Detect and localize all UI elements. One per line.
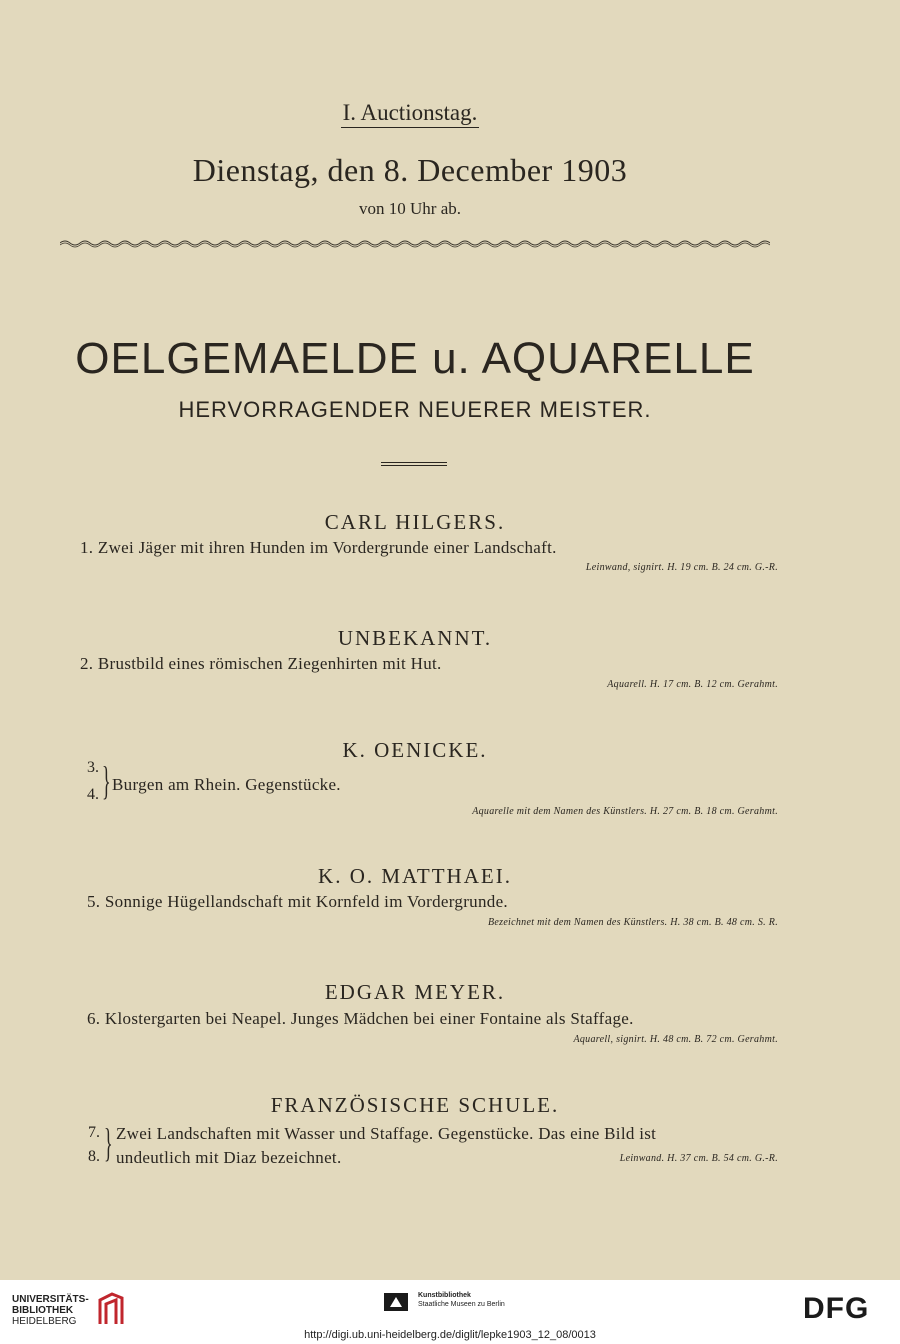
smb-logo-icon [384,1293,408,1311]
lot-description: Burgen am Rhein. Gegenstücke. [112,775,341,794]
lot-details: Aquarell, signirt. H. 48 cm. B. 72 cm. Gerahmt. [573,1034,778,1045]
short-rule [381,465,447,466]
artist-heading: EDGAR MEYER. [324,980,506,1004]
lot-number: 7. [88,1124,100,1141]
lot-details: Aquarell. H. 17 cm. B. 12 cm. Gerahmt. [607,679,778,690]
lot-entry [87,1009,634,1029]
lot-number: 8. [88,1148,100,1165]
lot-entry [80,538,557,558]
lot-number: 2. [80,654,94,673]
artist-heading: UNBEKANNT. [337,626,493,650]
lot-description: Zwei Landschaften mit Wasser und Staffage. Gegenstücke. Das eine Bild ist [116,1124,657,1143]
brace-glyph: } [104,1120,113,1165]
lot-entry [80,654,442,674]
catalog-title: OELGEMAELDE u. AQUARELLE [75,334,755,383]
artist-heading: K. O. MATTHAEI. [318,864,512,888]
short-rule [381,462,447,463]
lot-details: Bezeichnet mit dem Namen des Künstlers. H. 38 cm. B. 48 cm. S. R. [487,917,778,928]
lot-details: Leinwand. H. 37 cm. B. 54 cm. G.-R. [619,1153,778,1164]
artist-heading: CARL HILGERS. [324,510,506,534]
lot-description: Brustbild eines römischen Ziegenhirten mit Hut. [97,654,442,673]
lot-number: 1. [80,538,94,557]
lot-number: 5. [87,892,101,911]
catalog-subtitle: HERVORRAGENDER NEUERER MEISTER. [178,397,652,422]
source-url[interactable]: http://digi.ub.uni-heidelberg.de/diglit/lepke1903_12_08/0013 [304,1329,596,1341]
lot-details: Leinwand, signirt. H. 19 cm. B. 24 cm. G.-R. [585,562,778,573]
lot-description: undeutlich mit Diaz bezeichnet. [116,1148,342,1167]
lot-number: 4. [87,786,99,803]
dfg-logo: DFG [803,1292,870,1325]
artist-heading: K. OENICKE. [342,738,488,762]
lot-entry [87,892,508,912]
auction-date: Dienstag, den 8. December 1903 [192,152,628,188]
lot-description: Zwei Jäger mit ihren Hunden im Vordergrunde einer Landschaft. [97,538,557,557]
kunstbibliothek-label: Kunstbibliothek Staatliche Museen zu Berlin [418,1292,505,1308]
ub-heidelberg-label: UNIVERSITÄTS- BIBLIOTHEK HEIDELBERG [12,1294,89,1327]
lot-number: 6. [87,1009,101,1028]
ub-heidelberg-logo-icon [96,1290,126,1326]
auction-day-heading: I. Auctionstag. [0,100,820,126]
lot-description: Sonnige Hügellandschaft mit Kornfeld im Vordergrunde. [104,892,508,911]
brace-glyph: } [102,758,111,803]
lot-number: 3. [87,759,99,776]
artist-heading: FRANZÖSISCHE SCHULE. [270,1093,560,1117]
auction-time: von 10 Uhr ab. [359,199,461,218]
wavy-divider [60,236,770,250]
lot-description: Klostergarten bei Neapel. Junges Mädchen bei einer Fontaine als Staffage. [104,1009,634,1028]
lot-details: Aquarelle mit dem Namen des Künstlers. H. 27 cm. B. 18 cm. Gerahmt. [472,806,778,817]
